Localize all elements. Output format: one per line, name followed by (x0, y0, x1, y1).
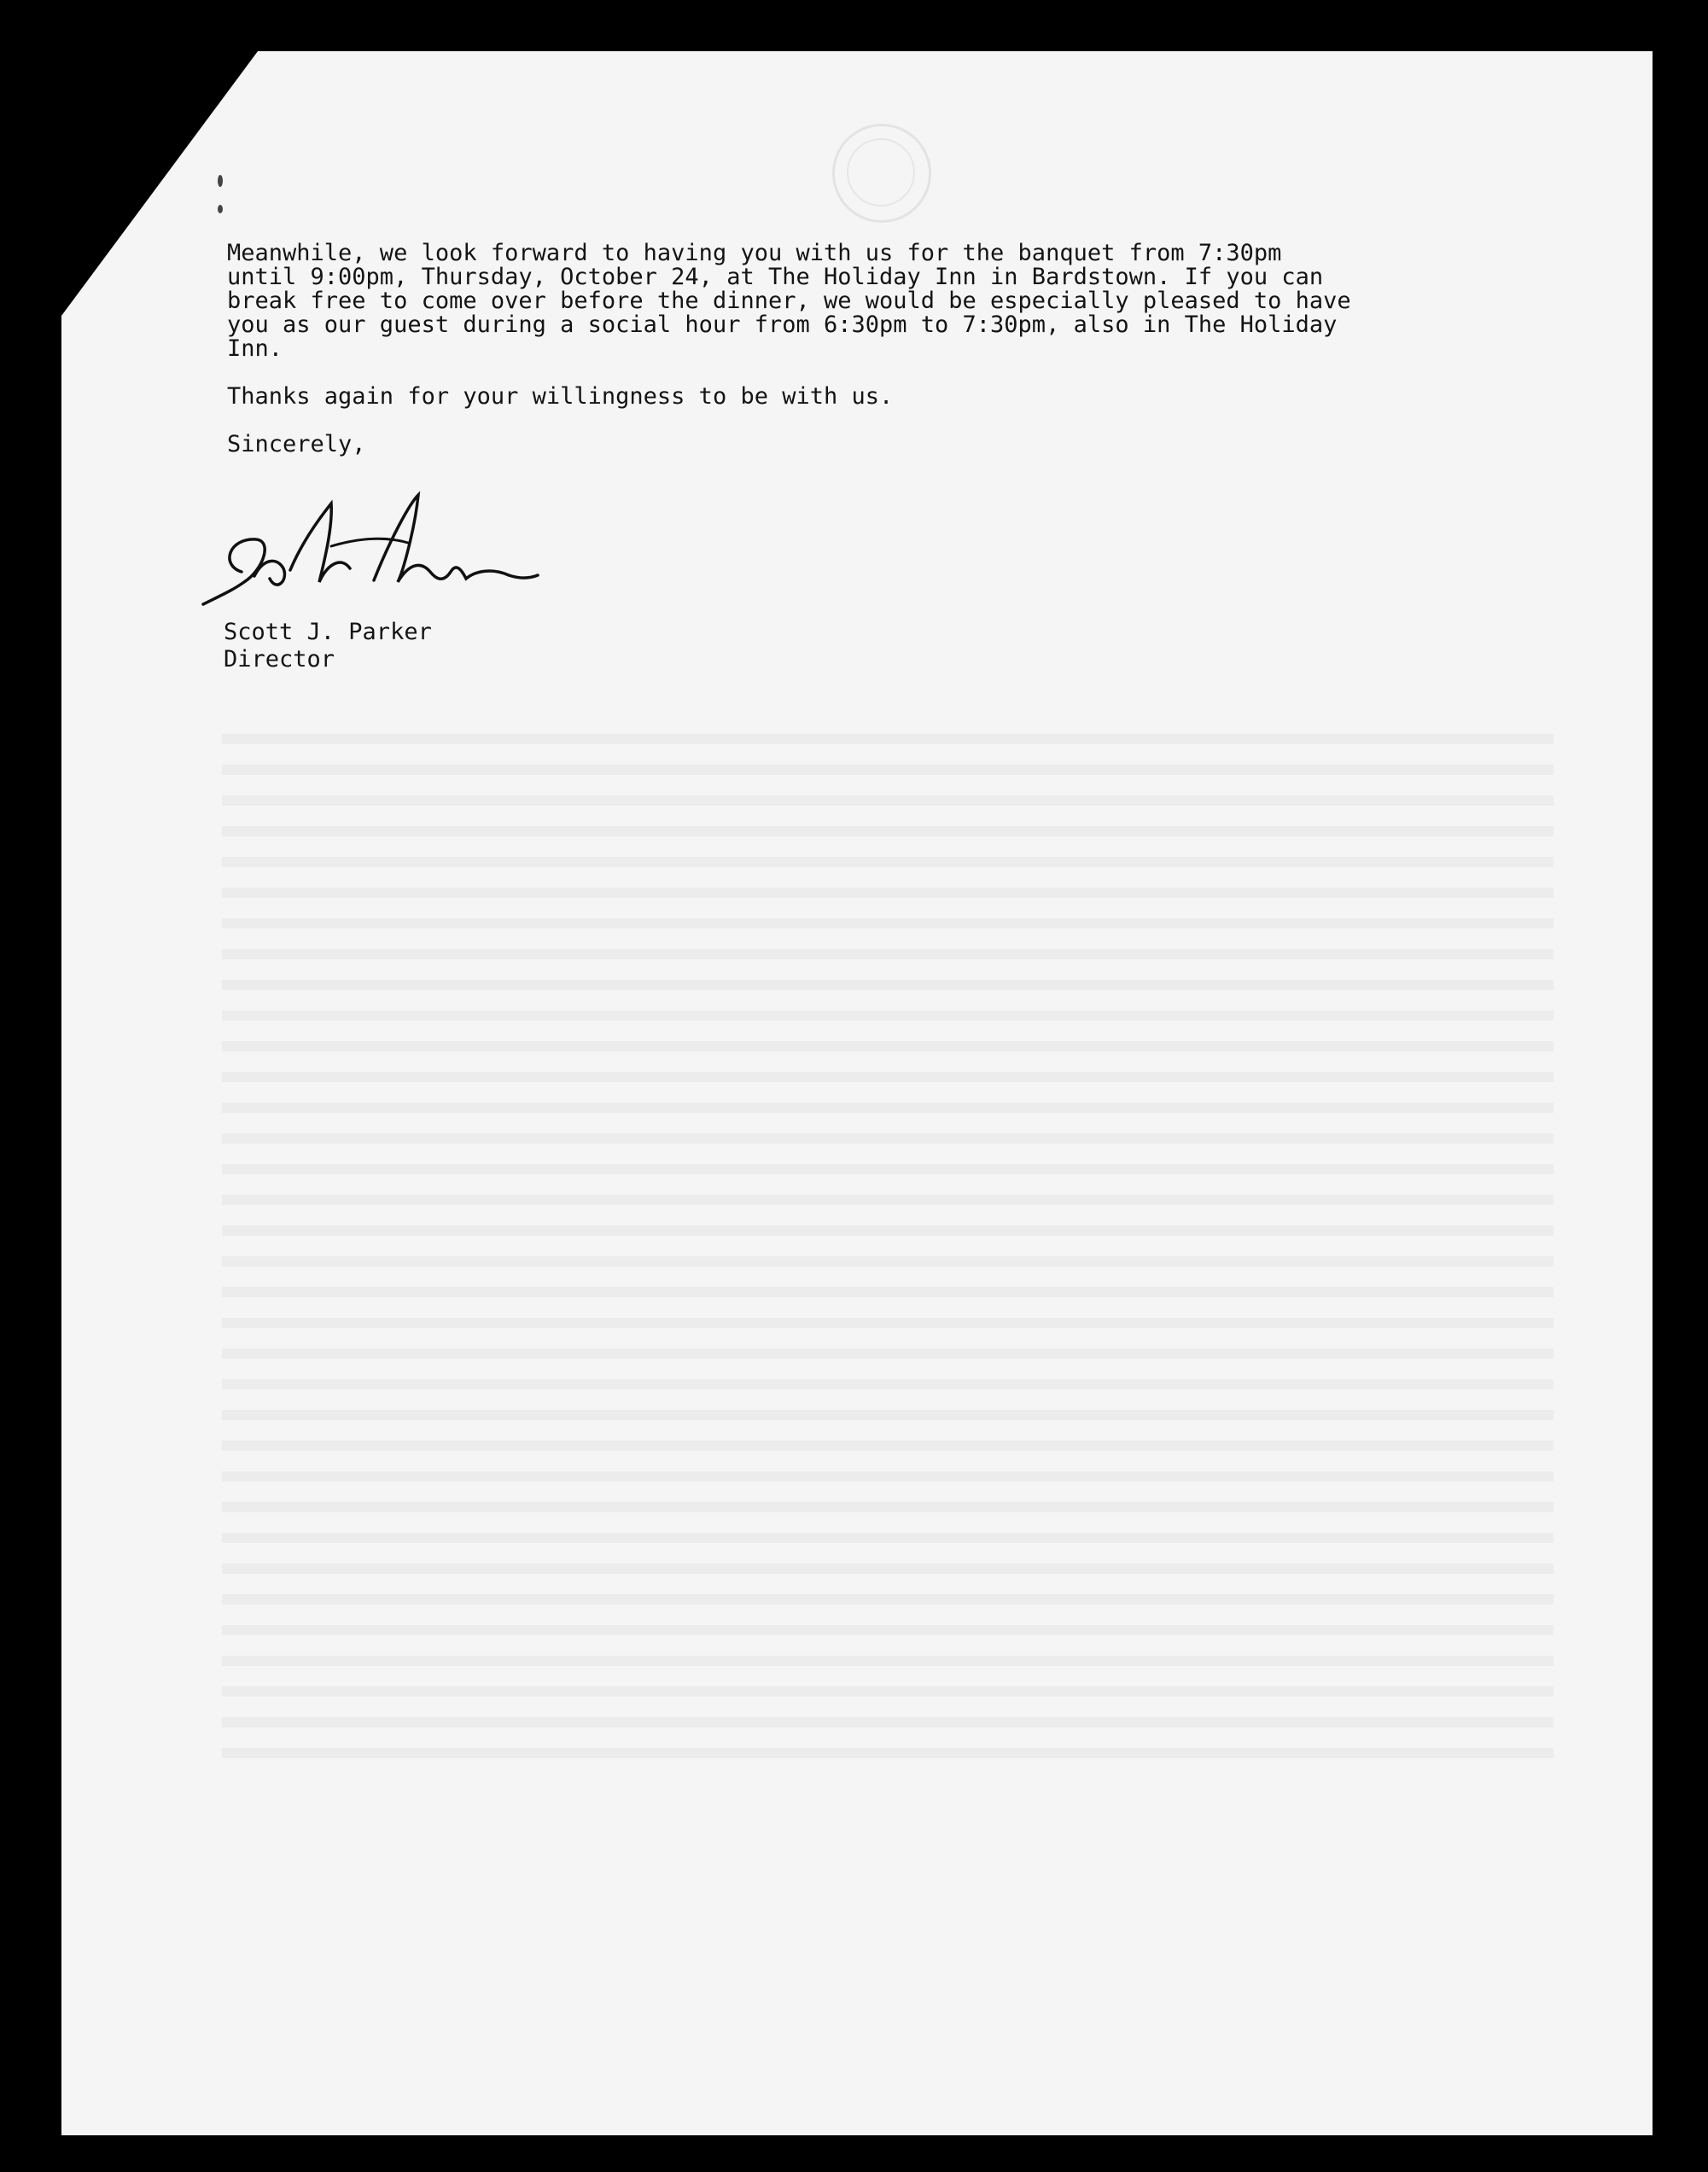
paragraph-thanks: Thanks again for your willingness to be with us. (227, 383, 894, 410)
signature-block (224, 619, 432, 673)
punch-mark (218, 175, 223, 187)
signer-name: Scott J. Parker (224, 619, 432, 645)
closing-salutation: Sincerely, (227, 431, 366, 457)
bleed-through-text (222, 717, 1554, 1775)
university-seal-watermark (832, 124, 931, 223)
punch-mark (218, 205, 223, 213)
signer-title: Director (224, 646, 335, 673)
letter-body (227, 242, 1507, 457)
handwritten-signature (195, 486, 553, 640)
paragraph-banquet-details: Meanwhile, we look forward to having you with us for the banquet from 7:30pm until 9:00pm, Thursday, October 24, at The Holiday Inn in Bardstown. If you can break free to come over before the dinner, we would be especially pleased to have you as our guest during a social hour from 6:30pm to 7:30pm, also in The Holiday Inn. (227, 240, 1351, 362)
